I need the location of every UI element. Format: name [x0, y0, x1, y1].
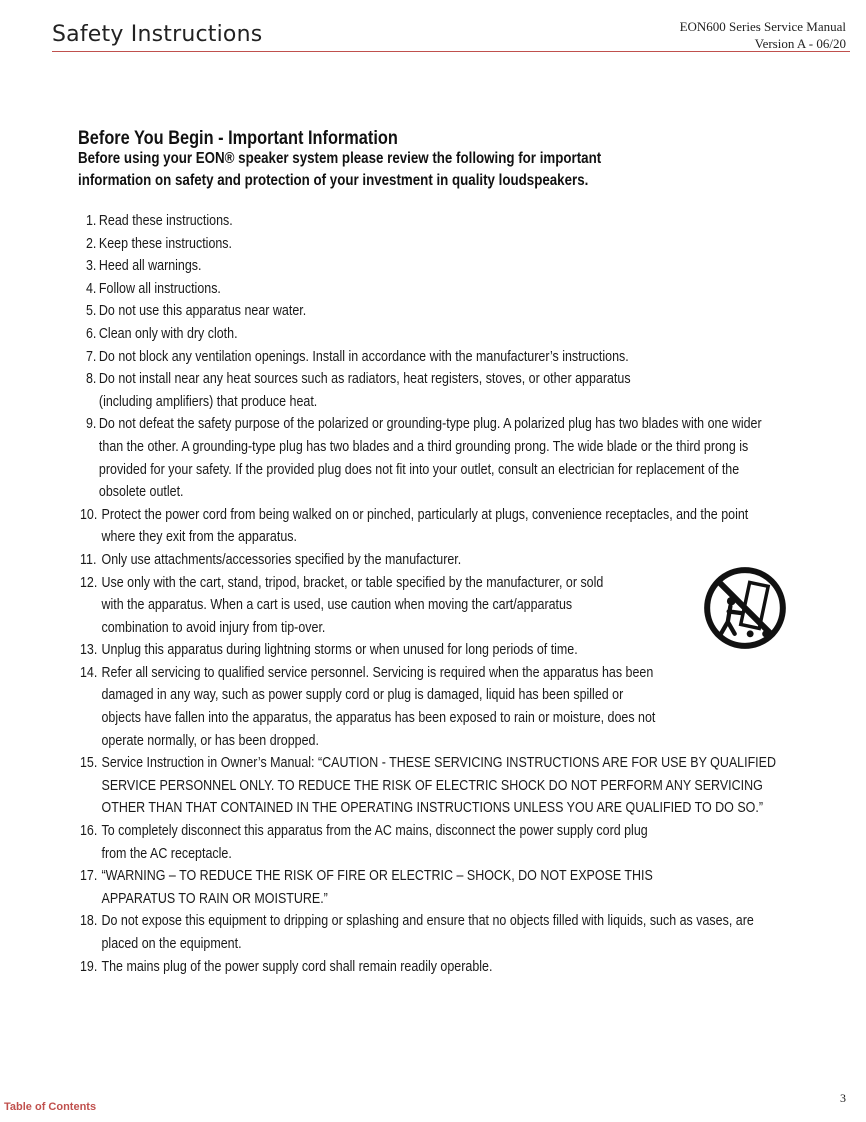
- item-text: Do not defeat the safety purpose of the polarized or grounding-type plug. A polarized plug has two blades with one wider than the other. A grounding-type plug has two blades and a third grounding prong. The wide blade or the third prong is provided for your safety. If the provided plug does not fit into your outlet, consult an electrician for replacement of the obsolete outlet.: [98, 416, 762, 501]
- item-text: Do not use this apparatus near water.: [98, 303, 307, 320]
- item-number: 7.: [85, 348, 97, 365]
- item-text: Clean only with dry cloth.: [98, 325, 238, 342]
- list-item: [80, 956, 777, 979]
- item-text: “WARNING – TO REDUCE THE RISK OF FIRE OR ELECTRIC – SHOCK, DO NOT EXPOSE THIS APPARATUS TO RAIN OR MOISTURE.”: [101, 868, 653, 907]
- item-number: 19.: [80, 958, 98, 975]
- item-text: Do not expose this equipment to dripping or splashing and ensure that no objects filled with liquids, such as vases, are placed on the equipment.: [101, 913, 754, 952]
- item-number: 3.: [85, 258, 97, 275]
- section-heading: Before You Begin - Important Information: [78, 128, 398, 149]
- item-text: Do not install near any heat sources such as radiators, heat registers, stoves, or other apparatus (including amplifiers) that produce heat.: [98, 371, 631, 410]
- intro-paragraph: Before using your EON® speaker system please review the following for important information on safety and protection of your investment in quality loudspeakers.: [78, 150, 602, 189]
- manual-name: EON600 Series Service Manual: [679, 19, 846, 34]
- safety-instructions-list: [80, 210, 777, 978]
- item-text: To completely disconnect this apparatus from the AC mains, disconnect the power supply cord plug from the AC receptacle.: [101, 823, 648, 862]
- item-number: 6.: [85, 325, 97, 342]
- list-item: [80, 662, 777, 752]
- item-text: Do not block any ventilation openings. Install in accordance with the manufacturer’s instructions.: [98, 348, 629, 365]
- item-text: Keep these instructions.: [98, 235, 233, 252]
- item-number: 16.: [80, 823, 98, 840]
- list-item: [80, 572, 777, 640]
- item-number: 4.: [85, 280, 97, 297]
- list-item: [80, 504, 777, 549]
- manual-version: Version A - 06/20: [754, 36, 846, 51]
- page-title: Safety Instructions: [52, 22, 263, 47]
- list-item: [80, 639, 777, 662]
- list-item: [80, 413, 777, 503]
- item-number: 11.: [80, 551, 97, 568]
- page-number: 3: [840, 1091, 846, 1105]
- item-text: Refer all servicing to qualified service personnel. Servicing is required when the apparatus has been damaged in any way, such as power supply cord or plug is damaged, liquid has been spilled or objects have fallen into the apparatus, the apparatus has been exposed to rain or moisture, does not operate normally, or has been dropped.: [101, 664, 656, 749]
- list-item: [80, 346, 777, 369]
- item-text: Only use attachments/accessories specified by the manufacturer.: [101, 551, 462, 568]
- item-number: 13.: [80, 642, 98, 659]
- item-number: 14.: [80, 664, 98, 681]
- item-text: Service Instruction in Owner’s Manual: “CAUTION - THESE SERVICING INSTRUCTIONS ARE FOR USE BY QUALIFIED SERVICE PERSONNEL ONLY. TO REDUCE THE RISK OF ELECTRIC SHOCK DO NOT PERFORM ANY SERVICING OTHER THAN THAT CONTAINED IN THE OPERATING INSTRUCTIONS UNLESS YOU ARE QUALIFIED TO DO SO.”: [101, 755, 776, 817]
- item-text: Use only with the cart, stand, tripod, bracket, or table specified by the manufacturer, or sold with the apparatus. When a cart is used, use caution when moving the cart/apparatus combination to avoid injury from tip-over.: [101, 574, 604, 636]
- list-item: [80, 233, 777, 256]
- item-number: 17.: [80, 868, 98, 885]
- no-cart-tipover-icon: [702, 565, 788, 651]
- list-item: [80, 549, 777, 572]
- item-text: Protect the power cord from being walked on or pinched, particularly at plugs, convenience receptacles, and the point where they exit from the apparatus.: [101, 506, 749, 546]
- manual-info: [680, 18, 846, 52]
- item-number: 10.: [80, 506, 98, 523]
- item-number: 15.: [80, 755, 98, 772]
- list-item: [80, 278, 777, 301]
- header-divider: [52, 51, 850, 52]
- item-number: 2.: [85, 235, 97, 252]
- list-item: [80, 368, 777, 413]
- item-number: 8.: [85, 371, 97, 388]
- item-number: 18.: [80, 913, 98, 930]
- item-number: 9.: [85, 416, 97, 433]
- item-text: The mains plug of the power supply cord shall remain readily operable.: [101, 958, 493, 975]
- list-item: [80, 752, 777, 820]
- list-item: [80, 323, 777, 346]
- list-item: [80, 865, 777, 910]
- list-item: [80, 300, 777, 323]
- item-text: Heed all warnings.: [98, 258, 202, 275]
- item-number: 5.: [85, 303, 97, 320]
- item-number: 12.: [80, 574, 98, 591]
- list-item: [80, 255, 777, 278]
- item-text: Follow all instructions.: [98, 280, 221, 297]
- list-item: [80, 820, 777, 865]
- item-text: Unplug this apparatus during lightning storms or when unused for long periods of time.: [101, 642, 578, 659]
- list-item: [80, 910, 777, 955]
- list-item: [80, 210, 777, 233]
- item-number: 1.: [85, 213, 97, 229]
- table-of-contents-link[interactable]: Table of Contents: [4, 1101, 97, 1113]
- item-text: Read these instructions.: [98, 213, 233, 229]
